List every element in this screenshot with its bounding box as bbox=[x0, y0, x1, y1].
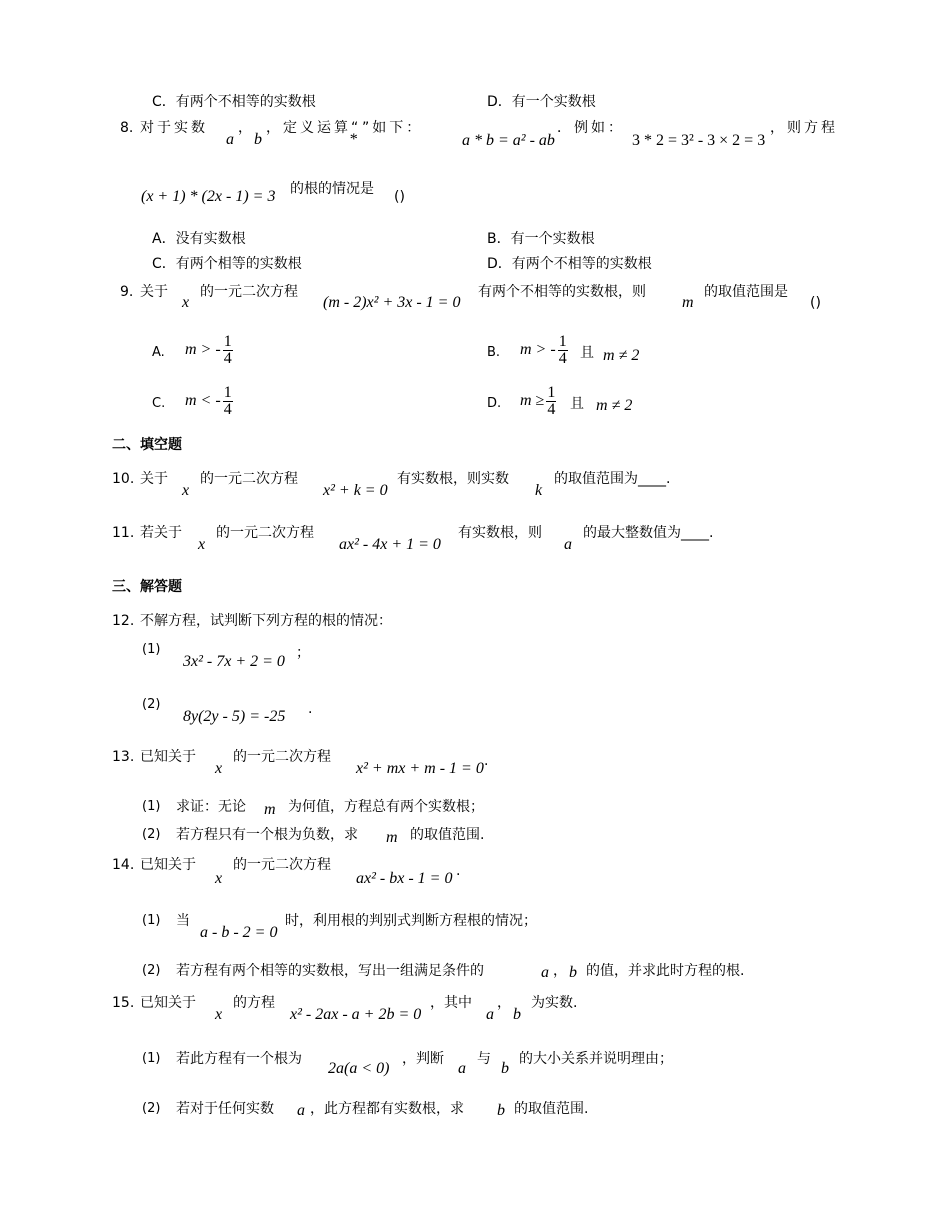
q13-var-x: x bbox=[215, 760, 223, 777]
q14-end: . bbox=[456, 863, 461, 879]
q9-option-b-label: B. bbox=[487, 345, 501, 360]
q14-comma: ， bbox=[553, 963, 567, 979]
q13-var-m: m bbox=[264, 801, 276, 818]
q15-part1-text: ，判断 bbox=[402, 1051, 444, 1067]
q15-part2-text: ，此方程都有实数根，求 bbox=[310, 1101, 464, 1117]
q10-text: 的取值范围为____. bbox=[554, 471, 671, 487]
q13-end: . bbox=[484, 753, 489, 769]
q12-part2-equation: 8y(2y - 5) = -25 bbox=[183, 708, 286, 725]
q15-part1-text: 若此方程有一个根为 bbox=[176, 1051, 302, 1067]
q8-option-b: B．有一个实数根 bbox=[487, 231, 595, 247]
q8-text: 对于实数 bbox=[140, 120, 208, 136]
q8-text: 的根的情况是 bbox=[290, 181, 374, 197]
q11-text: 的一元二次方程 bbox=[216, 525, 314, 541]
section-fill-in-title: 二、填空题 bbox=[112, 437, 182, 453]
q13-number: 13. bbox=[112, 749, 135, 765]
q15-equation: x² - 2ax - a + 2b = 0 bbox=[290, 1006, 422, 1023]
q14-part1-label: (1) bbox=[142, 913, 161, 928]
q15-number: 15. bbox=[112, 995, 135, 1011]
q15-part1-label: (1) bbox=[142, 1051, 161, 1066]
q12-part1-label: (1) bbox=[142, 642, 161, 657]
q10-number: 10. bbox=[112, 471, 135, 487]
q13-var-m: m bbox=[386, 829, 398, 846]
q8-option-c: C．有两个相等的实数根 bbox=[152, 256, 302, 272]
q10-equation: x² + k = 0 bbox=[323, 482, 388, 499]
q8-star: * bbox=[349, 131, 357, 148]
q14-part2-label: (2) bbox=[142, 963, 161, 978]
q13-part2-text: 若方程只有一个根为负数，求 bbox=[176, 827, 358, 843]
q7-option-c: C．有两个不相等的实数根 bbox=[152, 94, 316, 110]
q15-var-b: b bbox=[513, 1006, 521, 1023]
q10-text: 关于 bbox=[140, 471, 168, 487]
q12-part1-equation: 3x² - 7x + 2 = 0 bbox=[183, 653, 285, 670]
q15-text: 为实数. bbox=[531, 995, 578, 1011]
q14-part1-text: 当 bbox=[176, 913, 190, 929]
q8-equation: (x + 1) * (2x - 1) = 3 bbox=[141, 188, 276, 205]
q14-text: 的一元二次方程 bbox=[233, 857, 331, 873]
q9-number: 9. bbox=[120, 284, 134, 300]
q15-var-a: a bbox=[458, 1060, 466, 1077]
q9-option-d-label: D. bbox=[487, 396, 502, 411]
q14-part2-text: 的值，并求此时方程的根. bbox=[586, 963, 745, 979]
q11-text: 有实数根，则 bbox=[458, 525, 542, 541]
q8-text: ”如下： bbox=[362, 120, 424, 136]
q15-text: ，其中 bbox=[430, 995, 472, 1011]
q10-var-x: x bbox=[182, 482, 190, 499]
q8-option-d: D．有两个不相等的实数根 bbox=[487, 256, 652, 272]
q10-var-k: k bbox=[535, 482, 543, 499]
q9-option-d-expr: m ≥ $\frac{1}{4}$ bbox=[520, 384, 556, 418]
q14-var-a: a bbox=[541, 964, 549, 981]
q9-answer-blank: () bbox=[810, 295, 821, 311]
q8-comma: ， bbox=[238, 120, 252, 136]
q13-part1-text: 为何值，方程总有两个实数根； bbox=[288, 799, 484, 815]
q11-equation: ax² - 4x + 1 = 0 bbox=[339, 536, 441, 553]
q15-part1-equation: 2a(a < 0) bbox=[328, 1060, 390, 1077]
q15-var-b: b bbox=[501, 1060, 509, 1077]
q9-equation: (m - 2)x² + 3x - 1 = 0 bbox=[323, 294, 461, 311]
section-answer-title: 三、解答题 bbox=[112, 579, 182, 595]
q8-definition: a * b = a² - ab bbox=[462, 132, 555, 149]
q8-var-b: b bbox=[254, 131, 262, 148]
q9-and-word: 且 bbox=[570, 396, 584, 412]
q7-option-d: D．有一个实数根 bbox=[487, 94, 596, 110]
q15-var-a: a bbox=[297, 1102, 305, 1119]
q8-option-a: A．没有实数根 bbox=[152, 231, 246, 247]
q12-number: 12. bbox=[112, 613, 135, 629]
q11-text: 的最大整数值为____. bbox=[583, 525, 714, 541]
q15-var-b: b bbox=[497, 1102, 505, 1119]
q15-part2-text: 的取值范围. bbox=[514, 1101, 589, 1117]
q10-text: 的一元二次方程 bbox=[200, 471, 298, 487]
q15-comma: ， bbox=[497, 995, 511, 1011]
q14-part1-equation: a - b - 2 = 0 bbox=[200, 924, 278, 941]
q10-text: 有实数根，则实数 bbox=[397, 471, 509, 487]
q9-option-a-expr: m > - $\frac{1}{4}$ bbox=[185, 333, 232, 367]
q8-number: 8. bbox=[120, 120, 134, 136]
q8-answer-blank: () bbox=[394, 189, 405, 205]
q8-text: ，定义运算“ bbox=[266, 120, 362, 136]
q15-part2-text: 若对于任何实数 bbox=[176, 1101, 274, 1117]
q9-and-word: 且 bbox=[580, 345, 594, 361]
q13-part2-label: (2) bbox=[142, 827, 161, 842]
q9-option-c-expr: m < - $\frac{1}{4}$ bbox=[185, 384, 232, 418]
q14-text: 已知关于 bbox=[140, 857, 196, 873]
q9-neq: m ≠ 2 bbox=[603, 347, 640, 364]
q15-text: 的方程 bbox=[233, 995, 275, 1011]
q11-var-a: a bbox=[564, 536, 572, 553]
q13-equation: x² + mx + m - 1 = 0 bbox=[356, 760, 484, 777]
q9-text: 的一元二次方程 bbox=[200, 284, 298, 300]
q11-number: 11. bbox=[112, 525, 135, 541]
q9-option-a-label: A. bbox=[152, 345, 165, 360]
q13-text: 已知关于 bbox=[140, 749, 196, 765]
q13-part1-label: (1) bbox=[142, 799, 161, 814]
q8-text: ．例如： bbox=[557, 120, 625, 136]
q9-var-m: m bbox=[682, 294, 694, 311]
q15-var-a: a bbox=[486, 1006, 494, 1023]
q15-part1-text: 与 bbox=[477, 1051, 491, 1067]
q9-text: 关于 bbox=[140, 284, 168, 300]
q14-equation: ax² - bx - 1 = 0 bbox=[356, 870, 453, 887]
q14-part1-text: 时，利用根的判别式判断方程根的情况； bbox=[285, 913, 537, 929]
q15-var-x: x bbox=[215, 1006, 223, 1023]
q12-part2-end: . bbox=[308, 701, 313, 717]
q14-var-x: x bbox=[215, 870, 223, 887]
q13-part1-text: 求证：无论 bbox=[176, 799, 246, 815]
q12-part1-end: ； bbox=[296, 645, 310, 661]
q8-var-a: a bbox=[226, 131, 234, 148]
q9-option-c-label: C. bbox=[152, 396, 166, 411]
q12-part2-label: (2) bbox=[142, 697, 161, 712]
q12-stem: 不解方程，试判断下列方程的根的情况： bbox=[140, 613, 392, 629]
q9-option-b-expr: m > - $\frac{1}{4}$ bbox=[520, 333, 567, 367]
q9-text: 有两个不相等的实数根，则 bbox=[478, 284, 646, 300]
q15-part1-text: 的大小关系并说明理由； bbox=[519, 1051, 673, 1067]
q15-part2-label: (2) bbox=[142, 1101, 161, 1116]
q9-neq: m ≠ 2 bbox=[596, 397, 633, 414]
q8-example: 3 * 2 = 3² - 3 × 2 = 3 bbox=[632, 132, 766, 149]
q15-text: 已知关于 bbox=[140, 995, 196, 1011]
q14-number: 14. bbox=[112, 857, 135, 873]
q11-text: 若关于 bbox=[140, 525, 182, 541]
q8-text: ，则方程 bbox=[770, 120, 838, 136]
q14-part2-text: 若方程有两个相等的实数根，写出一组满足条件的 bbox=[176, 963, 484, 979]
q9-var-x: x bbox=[182, 294, 190, 311]
q9-text: 的取值范围是 bbox=[704, 284, 788, 300]
q13-text: 的一元二次方程 bbox=[233, 749, 331, 765]
q14-var-b: b bbox=[569, 964, 577, 981]
q11-var-x: x bbox=[198, 536, 206, 553]
q13-part2-text: 的取值范围. bbox=[410, 827, 485, 843]
